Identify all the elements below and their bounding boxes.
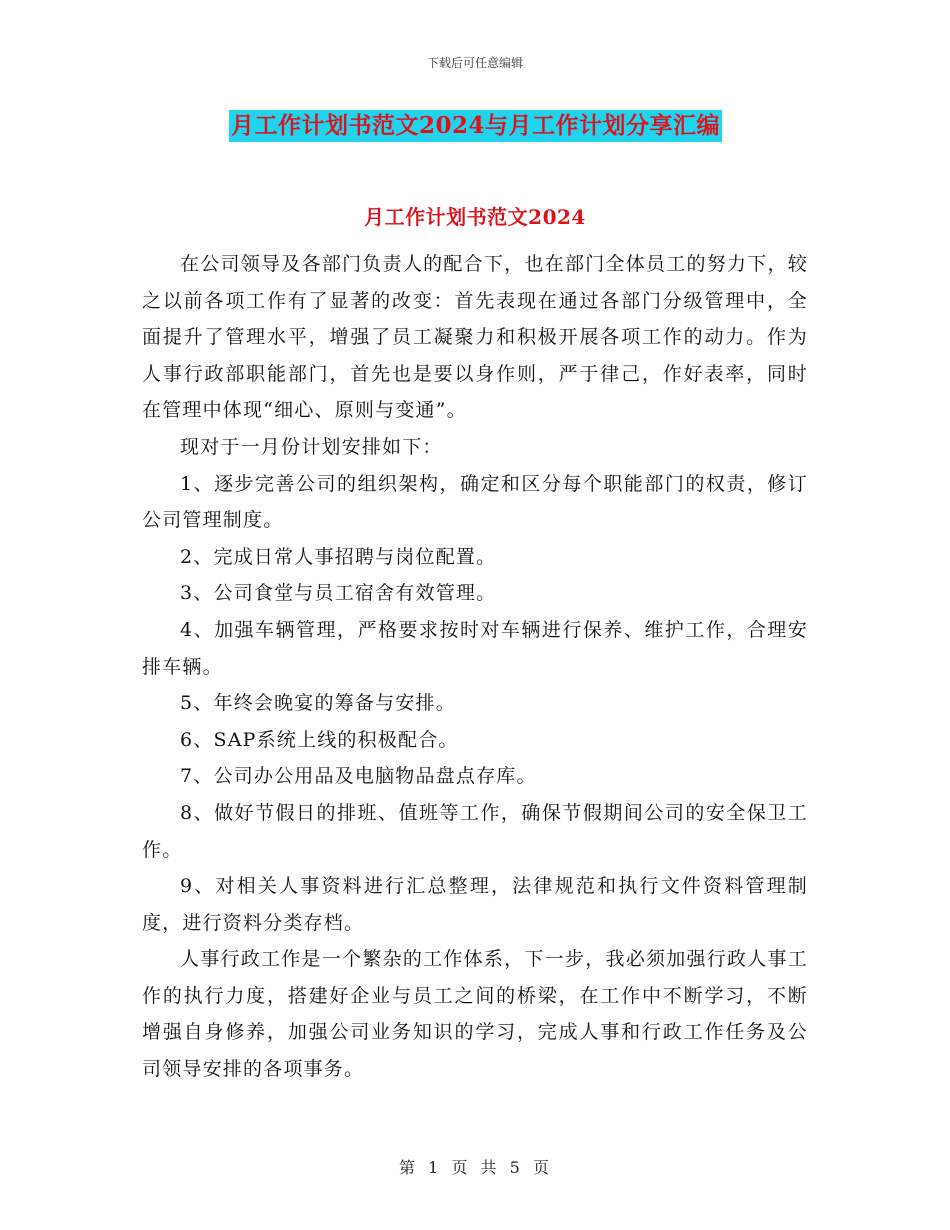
header-note: 下载后可任意编辑 <box>426 56 523 70</box>
section-title: 月工作计划书范文2024 <box>364 205 586 229</box>
list-item: 2、完成日常人事招聘与岗位配置。 <box>180 545 497 568</box>
list-item: 4、加强车辆管理，严格要求按时对车辆进行保养、维护工作，合理安排车辆。 <box>142 618 808 678</box>
list-item: 3、公司食堂与员工宿舍有效管理。 <box>180 582 497 605</box>
paragraph-conclusion: 人事行政工作是一个繁杂的工作体系，下一步，我必须加强行政人事工作的执行力度，搭建好企业与员工之间的桥梁，在工作中不断学习，不断增强自身修养，加强公司业务知识的学习，完成人事和行政工作任务及公司领导安排的各项事务。 <box>142 948 808 1081</box>
page-footer <box>0 1155 950 1178</box>
document-title: 月工作计划书范文2024与月工作计划分享汇编 <box>229 110 722 142</box>
footer-page-label: 第 <box>399 1158 418 1177</box>
document-body <box>142 246 808 1088</box>
list-item: 8、做好节假日的排班、值班等工作，确保节假期间公司的安全保卫工作。 <box>142 801 808 861</box>
footer-page-unit: 页 <box>451 1158 470 1177</box>
list-item: 6、SAP系统上线的积极配合。 <box>180 728 459 751</box>
list-item: 1、逐步完善公司的组织架构，确定和区分每个职能部门的权责，修订公司管理制度。 <box>142 472 808 532</box>
list-item: 7、公司办公用品及电脑物品盘点存库。 <box>180 765 537 788</box>
footer-total-pages: 5 <box>509 1158 522 1177</box>
list-item: 9、对相关人事资料进行汇总整理，法律规范和执行文件资料管理制度，进行资料分类存档。 <box>142 875 808 934</box>
list-item: 5、年终会晚宴的筹备与安排。 <box>180 692 456 715</box>
footer-page-number: 1 <box>428 1158 441 1177</box>
footer-total-unit: 页 <box>532 1158 551 1177</box>
paragraph-plan-heading: 现对于一月份计划安排如下： <box>180 435 443 458</box>
document-title-container <box>229 110 769 144</box>
paragraph-intro: 在公司领导及各部门负责人的配合下，也在部门全体员工的努力下，较之以前各项工作有了显著的改变：首先表现在通过各部门分级管理中，全面提升了管理水平，增强了员工凝聚力和积极开展各项工作的动力。作为人事行政部职能部门，首先也是要以身作则，严于律己，作好表率，同时在管理中体现“细心、原则与变通”。 <box>142 253 808 422</box>
footer-total-label: 共 <box>480 1158 499 1177</box>
